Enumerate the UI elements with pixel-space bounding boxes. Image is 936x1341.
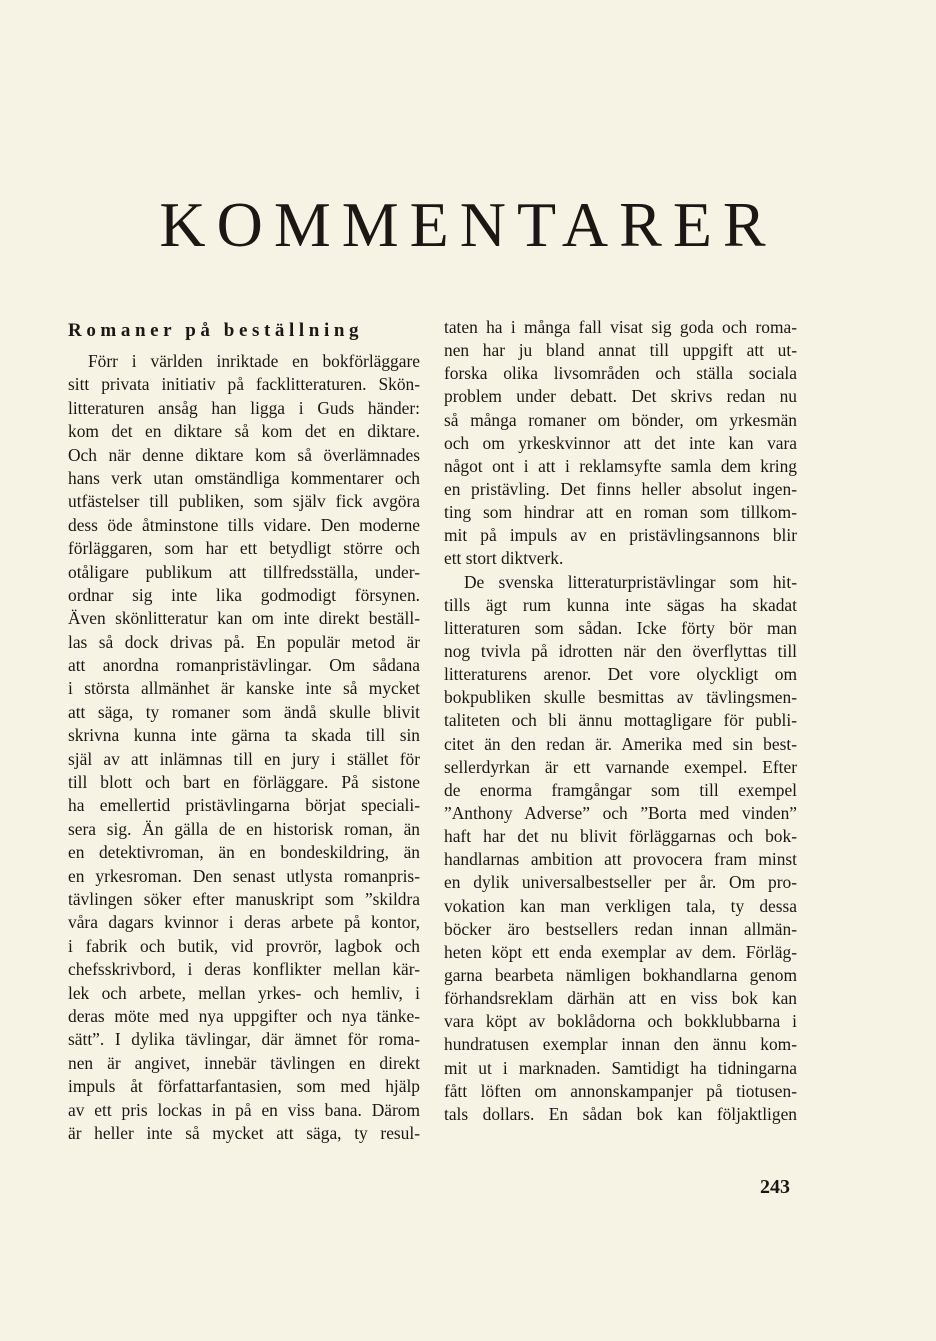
right-column-text — [444, 316, 797, 1126]
text-line: att anordna romanpristävlingar. Om sådana — [68, 655, 420, 676]
text-line: böcker äro bestsellers redan innan allmän- — [444, 918, 797, 939]
text-line: litteraturen ansåg han ligga i Guds händer: — [68, 397, 420, 418]
text-line: litteraturen som sådan. Icke förty bör man — [444, 617, 797, 638]
text-line: hans verk utan omständliga kommentarer och — [68, 467, 420, 488]
text-line: impuls åt författarfantasien, som med hjälp — [68, 1076, 420, 1097]
text-line: Och när denne diktare kom så överlämnades — [68, 444, 420, 465]
text-line: att säga, ty romaner som ändå skulle blivit — [68, 701, 420, 722]
text-line: ordnar sig inte lika godmodigt försynen. — [68, 584, 420, 605]
text-line: sätt”. I dylika tävlingar, där ämnet för roma- — [68, 1029, 420, 1050]
text-line: mit på impuls av en pristävlingsannons blir — [444, 525, 797, 546]
text-line: tills ägt rum kunna inte sägas ha skadat — [444, 594, 797, 615]
text-line: taliteten och bli ännu mottagligare för publi- — [444, 710, 797, 731]
article-heading: Romaner på beställning — [68, 320, 364, 341]
left-column-text — [68, 350, 420, 1145]
text-line: de enorma framgångar som till exempel — [444, 779, 797, 800]
text-line: lek och arbete, mellan yrkes- och hemliv, i — [68, 982, 420, 1003]
text-line: heten köpt ett enda exemplar av dem. Förläg- — [444, 941, 797, 962]
text-line: bokpubliken skulle besmittas av tävlingsmen- — [444, 687, 797, 708]
text-line: vara köpt av boklådorna och bokklubbarna i — [444, 1011, 797, 1032]
text-line: ha emellertid pristävlingarna börjat speciali- — [68, 795, 420, 816]
text-line: ”Anthony Adverse” och ”Borta med vinden” — [444, 802, 797, 823]
text-line: en pristävling. Det finns heller absolut ingen- — [444, 478, 797, 499]
text-line: av ett pris lockas in på en viss bana. Därom — [68, 1099, 420, 1120]
text-line: våra dagars kvinnor i deras arbete på kontor, — [68, 912, 420, 933]
text-line: kom det en diktare så kom det en diktare. — [68, 421, 420, 442]
text-line: nen har ju bland annat till uppgift att ut- — [444, 340, 797, 361]
text-line: taten ha i många fall visat sig goda och roma- — [444, 317, 797, 337]
text-line: otåligare publikum att tillfredsställa, under- — [68, 561, 420, 582]
text-line: vokation kan man verkligen tala, ty dessa — [444, 895, 797, 916]
text-line: utfästelser till publiken, som själv fick avgöra — [68, 491, 420, 512]
text-line: ting som hindrar att en roman som tillkom- — [444, 502, 797, 523]
text-line: fått löften om annonskampanjer på tiotusen- — [444, 1080, 797, 1101]
text-line: tävlingen söker efter manuskript som ”skildra — [68, 888, 420, 909]
text-line: Förr i världen inriktade en bokförläggare — [88, 351, 420, 371]
text-line: deras möte med nya uppgifter och nya tänke- — [68, 1005, 420, 1026]
text-line: skrivna kunna inte gärna ta skada till sin — [68, 725, 420, 746]
text-line: forska olika livsområden och ställa sociala — [444, 363, 797, 384]
text-line: förläggaren, som har ett betydligt större och — [68, 538, 420, 559]
text-line: sellerdyrkan är ett varnande exempel. Efter — [444, 756, 797, 777]
text-line: dess öde åtminstone tills vidare. Den moderne — [68, 514, 420, 535]
text-line: något ont i att i reklamsyfte samla dem kring — [444, 455, 797, 476]
text-line: i fabrik och butik, vid provrör, lagbok och — [68, 935, 420, 956]
text-line: en detektivroman, än en bondeskildring, än — [68, 842, 420, 863]
text-line: De svenska litteraturpristävlingar som hit- — [464, 571, 797, 592]
text-line: garna bearbeta nämligen bokhandlarna genom — [444, 964, 797, 985]
text-line: själ av att inlämnas till en jury i stället för — [68, 748, 420, 769]
text-line: handlarnas ambition att provocera fram minst — [444, 849, 797, 870]
right-column — [444, 316, 797, 1126]
text-line: en yrkesroman. Den senast utlysta romanpris- — [68, 865, 420, 886]
text-line: problem under debatt. Det skrivs redan nu — [444, 386, 797, 407]
left-column — [68, 318, 420, 1145]
page-number: 243 — [760, 1176, 790, 1198]
page-title: KOMMENTARER — [159, 189, 777, 260]
text-line: tals dollars. En sådan bok kan följaktligen — [444, 1103, 797, 1124]
text-line: nog tvivla på idrotten när den överflyttas till — [444, 640, 797, 661]
text-line: mit ut i marknaden. Samtidigt ha tidningarna — [444, 1057, 797, 1078]
text-line: ett stort diktverk. — [444, 548, 564, 569]
text-line: haft har det nu blivit förläggarnas och bok- — [444, 826, 797, 847]
text-line: sitt privata initiativ på facklitteraturen. Skön- — [68, 374, 420, 395]
text-line: chefsskrivbord, i deras konflikter mellan kär- — [68, 959, 420, 980]
text-line: Även skönlitteratur kan om inte direkt beställ- — [68, 608, 420, 629]
text-line: las så dock drivas på. En populär metod är — [68, 631, 420, 652]
text-line: till blott och bart en förläggare. På sistone — [68, 772, 420, 793]
text-line: en dylik universalbestseller per år. Om pro- — [444, 872, 797, 893]
text-line: i största allmänhet är kanske inte så mycket — [68, 678, 420, 699]
text-line: nen är angivet, innebär tävlingen en direkt — [68, 1052, 420, 1073]
text-line: så många romaner om bönder, om yrkesmän — [444, 409, 797, 430]
text-line: citet än den redan är. Amerika med sin best- — [444, 733, 797, 754]
text-line: litteraturens arenor. Det vore olyckligt om — [444, 664, 797, 685]
text-line: och om yrkeskvinnor att det inte kan vara — [444, 432, 797, 453]
text-line: sera sig. Än gälla de en historisk roman, än — [68, 818, 420, 839]
text-line: är heller inte så mycket att säga, ty resul- — [68, 1122, 420, 1143]
text-line: förhandsreklam därhän att en viss bok kan — [444, 988, 797, 1009]
text-line: hundratusen exemplar innan den ännu kom- — [444, 1034, 797, 1055]
